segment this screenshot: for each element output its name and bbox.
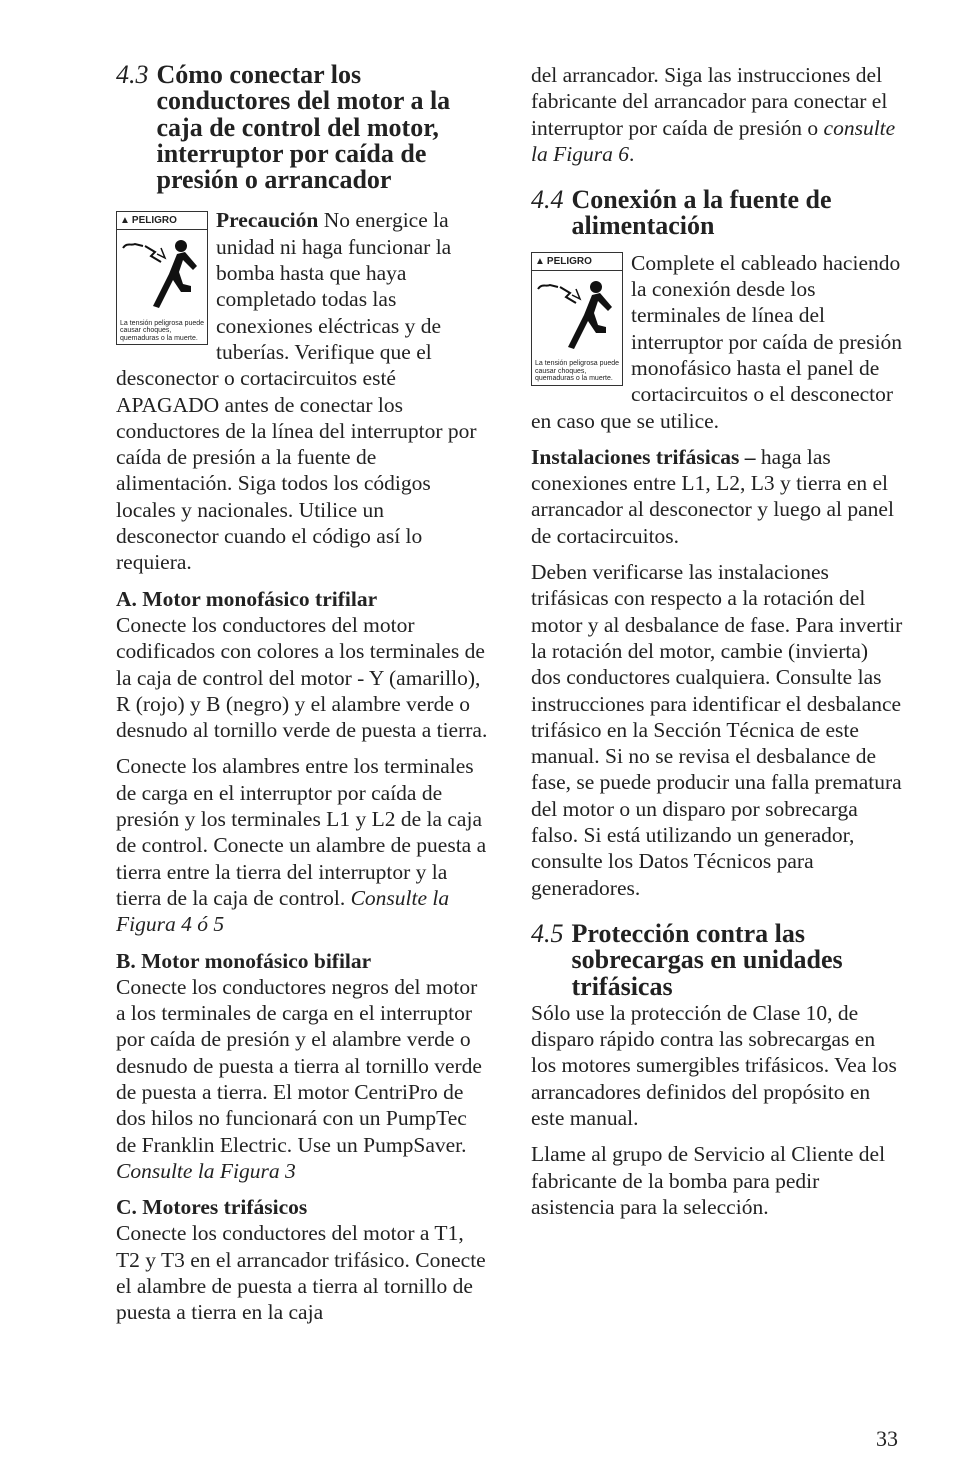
warning-label: PELIGRO [131,215,177,227]
section-4-3-heading [116,62,492,193]
danger-warning-label [116,211,208,345]
figure-reference: consulte la Figura 6 [531,115,896,166]
subsection-a: A. Motor monofásico trifilar Conecte los conductores del motor codificados con colores a los terminales de la caja de control del motor - Y (amarillo), R (rojo) y B (negro) y el alambre verde o desnudo al tornillo verde de puesta a tierra. [116,586,492,744]
section-title: Conexión a la fuente de alimentación [571,185,832,241]
three-phase-label: Instalaciones trifásicas – [531,444,756,469]
warning-label: PELIGRO [546,255,592,267]
warning-text: La tensión peligrosa puede causar choques, quemaduras o la muerte. [535,360,620,383]
section-4-4-heading [531,187,903,240]
subsection-b-title: B. Motor monofásico bifilar [116,948,372,973]
subsection-b: B. Motor monofásico bifilar Conecte los conductores negros del motor a los terminales de carga en el interruptor por caída de presión y el alambre verde o desnudo de puesta a tierra al tornillo verde de puesta a tierra. El motor CentriPro de dos hilos no funcionará con un PumpTec de Franklin Electric. Use un PumpSaver. Consulte la Figura 3 [116,948,492,1185]
caution-paragraph: Precaución No energice la unidad ni haga funcionar la bomba hasta que haya completado todas las conexiones eléctricas y de tuberías. Verifique que el desconector o cortacircuitos esté APAGADO antes de conectar los conductores de la línea del interruptor por caída de presión a la fuente de alimentación. Siga todos los códigos locales y nacionales. Utilice un desconector cuando el código así lo requiera. [116,208,477,575]
subsection-c: C. Motores trifásicos Conecte los conductores del motor a T1, T2 y T3 en el arrancador trifásico. Conecte el alambre de puesta a tierra al tornillo de puesta a tierra en la caja [116,1194,492,1325]
subsection-c-title: C. Motores trifásicos [116,1195,308,1220]
warning-text: La tensión peligrosa puede causar choques, quemaduras o la muerte. [120,319,205,342]
warning-triangle-icon: ▲ [120,215,130,227]
section-number: 4.4 [531,185,564,215]
section-number: 4.3 [116,60,149,89]
figure-reference: Consulte la Figura 3 [116,1158,296,1183]
warning-triangle-icon: ▲ [535,255,545,267]
danger-warning-label [531,252,623,386]
section-4-4-paragraph-1: Complete el cableado haciendo la conexión desde los terminales de línea del interruptor por caída de presión monofásico hasta el panel de cortacircuitos o el desconector en caso que se utilice. [531,250,903,433]
electric-shock-icon [121,234,205,316]
electric-shock-icon [536,275,620,357]
left-column [116,62,492,1336]
subsection-a-paragraph-2: Conecte los alambres entre los terminales de carga en el interruptor por caída de presión y los terminales L1 y L2 de la caja de control. Conecte un alambre de puesta a tierra entre la tierra del interruptor y la tierra de la caja de control. Consulte la Figura 4 ó 5 [116,754,487,937]
page-number: 33 [876,1426,898,1451]
right-column [531,62,903,1230]
section-4-4-paragraph-3: Deben verificarse las instalaciones trifásicas con respecto a la rotación del motor y al desbalance de fase. Para invertir la rotación del motor, cambie (invierta) dos conductores cualquiera. Consulte las instrucciones para identificar el desbalance trifásico en la Sección Técnica de este manual. Si no se revisa el desbalance de fase, se puede producir una falla prematura del motor o un disparo por sobrecarga falso. Si está utilizando un generador, consulte los Datos Técnicos para generadores. [531,560,903,900]
section-title: Protección contra las sobrecargas en unidades trifásicas [571,918,843,1001]
section-4-5-heading [531,918,903,1001]
section-title: Cómo conectar los conductores del motor a la caja de control del motor, interruptor por caída de presión o arrancador [156,60,451,195]
section-number: 4.5 [531,918,564,948]
caution-label: Precaución [216,208,319,233]
section-4-5-paragraph-1: Sólo use la protección de Clase 10, de disparo rápido contra las sobrecargas en los motores sumergibles trifásicos. Vea los arrancadores definidos del propósito en este manual. [531,1000,897,1130]
continued-paragraph: del arrancador. Siga las instrucciones del fabricante del arrancador para conectar el interruptor por caída de presión o consulte la Figura 6. [531,63,896,166]
section-4-4-paragraph-2: Instalaciones trifásicas – haga las conexiones entre L1, L2, L3 y tierra en el arrancador al desconector y luego al panel de cortacircuitos. [531,444,894,548]
subsection-a-title: A. Motor monofásico trifilar [116,586,378,611]
figure-reference: Consulte la Figura 4 ó 5 [116,885,450,937]
section-4-5-paragraph-2: Llame al grupo de Servicio al Cliente del fabricante de la bomba para pedir asistencia para la selección. [531,1142,886,1219]
